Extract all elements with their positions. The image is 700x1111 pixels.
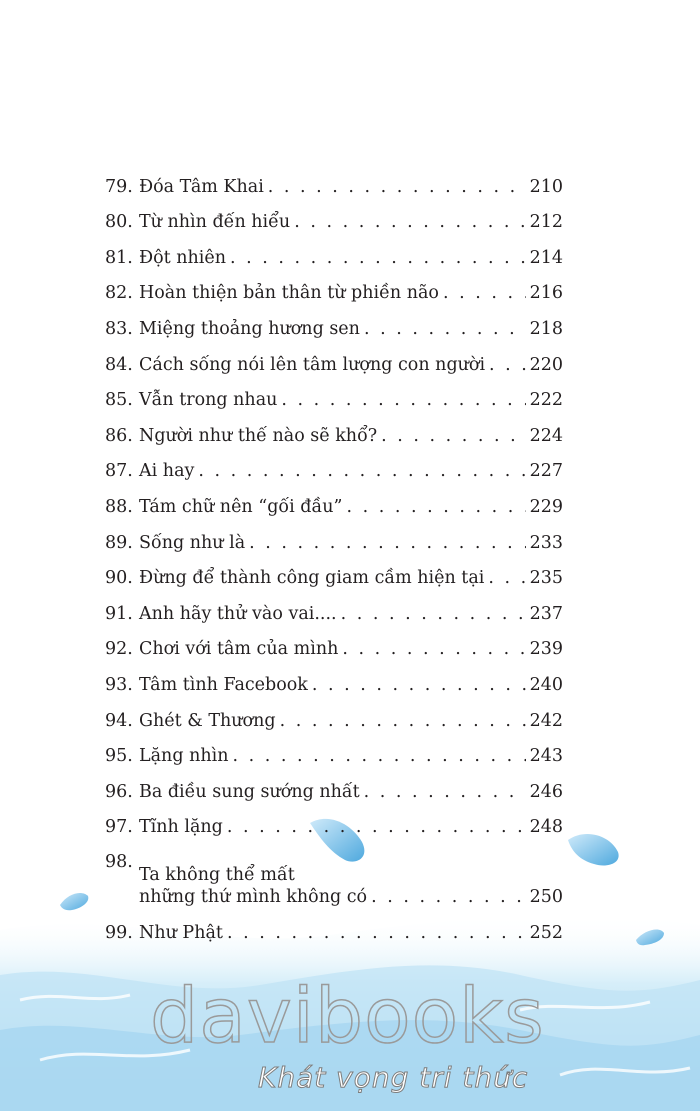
entry-number: 92. <box>105 639 133 660</box>
entry-title-line2: những thứ mình không có <box>139 887 368 908</box>
entry-title: Tâm tình Facebook <box>139 674 308 695</box>
entry-number: 96. <box>105 781 133 802</box>
entry-title: Đột nhiên <box>139 247 227 268</box>
dot-leader <box>489 354 526 376</box>
entry-title: Vẫn trong nhau <box>139 390 278 411</box>
entry-page: 214 <box>529 247 563 268</box>
dot-leader <box>249 532 525 554</box>
entry-number: 80. <box>105 212 133 233</box>
entry-title: Hoàn thiện bản thân từ phiền não <box>139 283 439 304</box>
toc-entry[interactable] <box>105 732 563 768</box>
entry-title: Miệng thoảng hương sen <box>139 318 360 339</box>
toc-entry[interactable] <box>105 304 563 340</box>
entry-title: Như Phật <box>139 922 223 943</box>
toc-entry[interactable] <box>105 696 563 732</box>
entry-page: 210 <box>529 176 563 197</box>
toc-entry[interactable] <box>105 660 563 696</box>
entry-page: 222 <box>529 390 563 411</box>
entry-number: 93. <box>105 674 133 695</box>
toc-entry[interactable] <box>105 589 563 625</box>
dot-leader <box>364 318 526 340</box>
toc-entry[interactable] <box>105 233 563 269</box>
toc-entry[interactable] <box>105 518 563 554</box>
toc-entry[interactable] <box>105 908 563 944</box>
dot-leader <box>312 674 526 696</box>
entry-title: Ghét & Thương <box>139 710 276 731</box>
entry-number: 81. <box>105 247 133 268</box>
table-of-contents <box>105 162 563 944</box>
publisher-logo: davibooks <box>150 971 545 1060</box>
dot-leader <box>227 816 526 838</box>
entry-page: 243 <box>529 746 563 767</box>
entry-number: 88. <box>105 496 133 517</box>
entry-number: 99. <box>105 922 133 943</box>
toc-entry[interactable] <box>105 482 563 518</box>
dot-leader <box>341 603 526 625</box>
entry-title: Đóa Tâm Khai <box>139 176 264 197</box>
entry-number: 97. <box>105 817 133 838</box>
entry-number: 87. <box>105 461 133 482</box>
toc-entry[interactable] <box>105 447 563 483</box>
entry-title: Sống như là <box>139 532 246 553</box>
entry-title: Người như thế nào sẽ khổ? <box>139 425 378 446</box>
dot-leader <box>294 211 525 233</box>
dot-leader <box>227 922 526 944</box>
entry-page: 220 <box>529 354 563 375</box>
dot-leader <box>381 425 525 447</box>
toc-entry[interactable] <box>105 411 563 447</box>
toc-entry[interactable] <box>105 767 563 803</box>
entry-number: 84. <box>105 354 133 375</box>
dot-leader <box>488 567 525 589</box>
dot-leader <box>342 638 525 660</box>
entry-page: 250 <box>529 887 563 908</box>
dot-leader <box>233 745 526 767</box>
toc-entry[interactable] <box>105 198 563 234</box>
entry-page: 239 <box>529 639 563 660</box>
water-drop <box>568 834 619 866</box>
entry-title: Ai hay <box>139 461 195 482</box>
dot-leader <box>198 460 525 482</box>
entry-page: 229 <box>529 496 563 517</box>
entry-page: 237 <box>529 603 563 624</box>
entry-page: 248 <box>529 817 563 838</box>
entry-title: Chơi với tâm của mình <box>139 639 339 660</box>
entry-page: 252 <box>529 922 563 943</box>
toc-entry[interactable] <box>105 554 563 590</box>
entry-number: 85. <box>105 390 133 411</box>
entry-title: Anh hãy thử vào vai.... <box>139 603 337 624</box>
entry-page: 218 <box>529 318 563 339</box>
entry-number: 86. <box>105 425 133 446</box>
entry-number: 89. <box>105 532 133 553</box>
entry-number: 94. <box>105 710 133 731</box>
entry-title: Ba điều sung sướng nhất <box>139 781 360 802</box>
entry-title: Đừng để thành công giam cầm hiện tại <box>139 568 485 589</box>
publisher-tagline: Khát vọng tri thức <box>258 1061 529 1094</box>
toc-entry[interactable] <box>105 803 563 839</box>
dot-leader <box>346 496 525 518</box>
toc-entry[interactable] <box>105 376 563 412</box>
toc-entry[interactable] <box>105 269 563 305</box>
entry-page: 216 <box>529 283 563 304</box>
entry-number: 83. <box>105 318 133 339</box>
entry-number: 95. <box>105 746 133 767</box>
toc-entry[interactable] <box>105 340 563 376</box>
entry-title: Tám chữ nên “gối đầu” <box>139 496 343 517</box>
toc-entry[interactable] <box>105 838 563 908</box>
entry-number: 82. <box>105 283 133 304</box>
toc-entry[interactable] <box>105 162 563 198</box>
entry-title: Cách sống nói lên tâm lượng con người <box>139 354 486 375</box>
entry-title: Ta không thể mất <box>139 865 295 886</box>
entry-page: 240 <box>529 674 563 695</box>
toc-entry[interactable] <box>105 625 563 661</box>
dot-leader <box>268 176 526 198</box>
entry-page: 246 <box>529 781 563 802</box>
entry-page: 212 <box>529 212 563 233</box>
water-drop <box>60 893 88 910</box>
entry-page: 233 <box>529 532 563 553</box>
entry-number: 98. <box>105 852 133 873</box>
dot-leader <box>364 781 526 803</box>
entry-number: 90. <box>105 568 133 589</box>
entry-title: Lặng nhìn <box>139 746 229 767</box>
entry-title: Tĩnh lặng <box>139 817 223 838</box>
dot-leader <box>371 886 526 908</box>
dot-leader <box>443 282 526 304</box>
dot-leader <box>230 247 526 269</box>
entry-page: 242 <box>529 710 563 731</box>
entry-number: 91. <box>105 603 133 624</box>
dot-leader <box>281 389 525 411</box>
entry-page: 224 <box>529 425 563 446</box>
entry-title: Từ nhìn đến hiểu <box>139 212 291 233</box>
entry-page: 235 <box>529 568 563 589</box>
entry-page: 227 <box>529 461 563 482</box>
entry-number: 79. <box>105 176 133 197</box>
dot-leader <box>280 710 526 732</box>
